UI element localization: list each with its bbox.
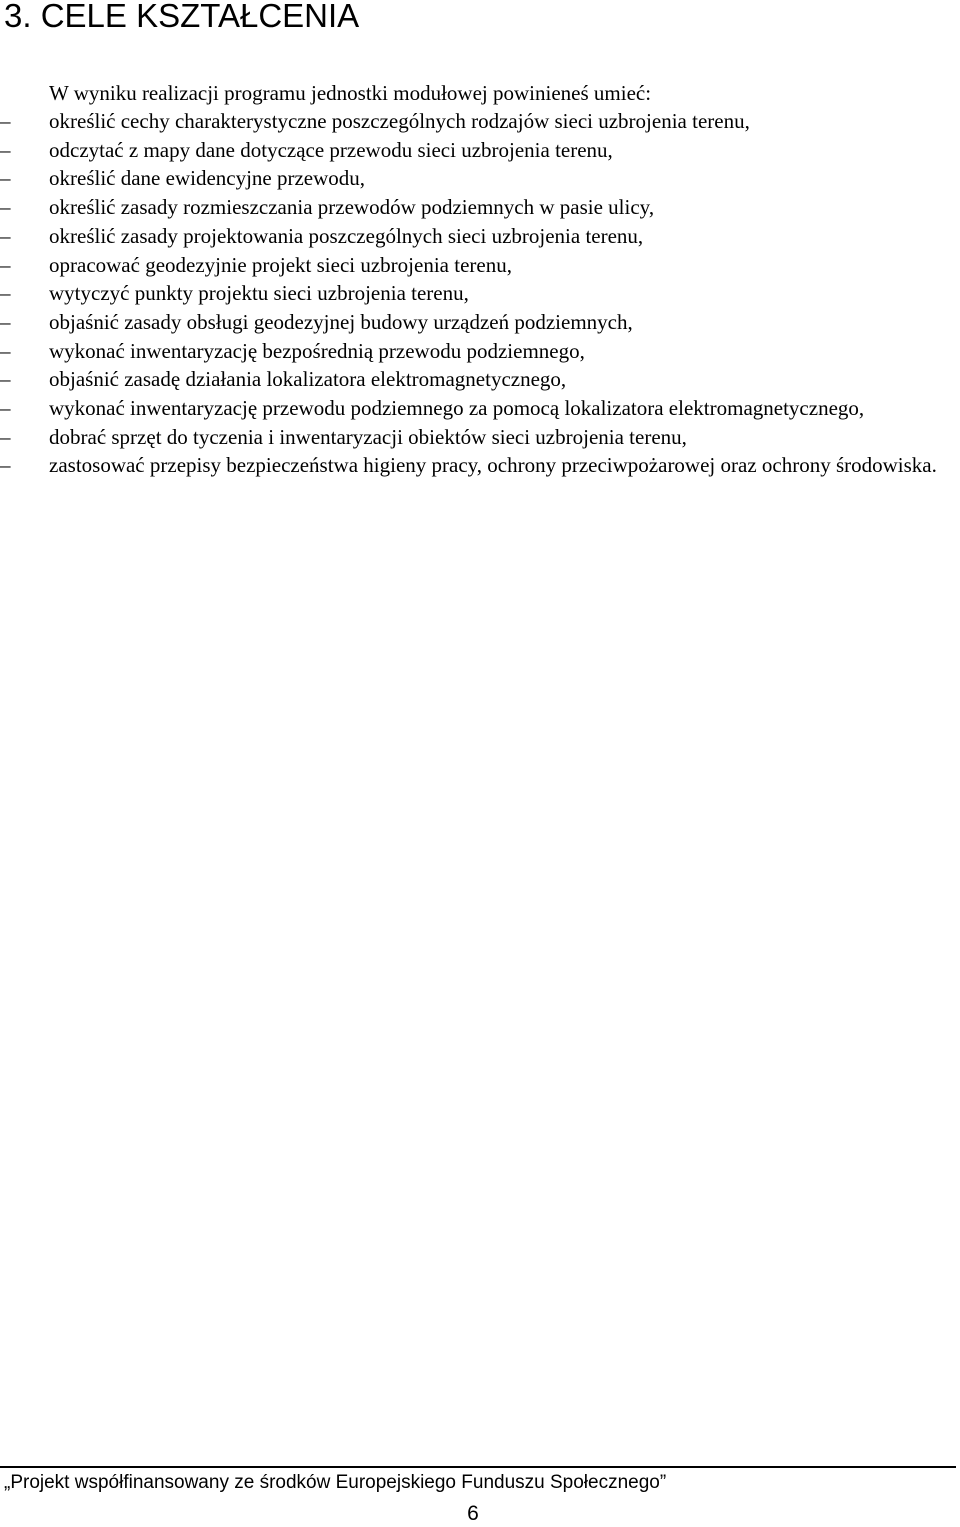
dash-bullet: – (0, 281, 11, 306)
list-item (0, 308, 944, 337)
dash-bullet: – (0, 137, 11, 162)
objective-text: zastosować przepisy bezpieczeństwa higieny pracy, ochrony przeciwpożarowej oraz ochrony środowiska. (49, 453, 937, 478)
objective-text: objaśnić zasadę działania lokalizatora elektromagnetycznego, (49, 367, 567, 392)
dash-bullet: – (0, 109, 11, 133)
list-item (0, 365, 944, 394)
objective-text: odczytać z mapy dane dotyczące przewodu sieci uzbrojenia terenu, (49, 137, 613, 162)
list-item (0, 193, 944, 222)
footer-divider (0, 1466, 956, 1468)
dash-bullet: – (0, 367, 11, 392)
list-item (0, 394, 944, 423)
objective-text: określić zasady rozmieszczania przewodów podziemnych w pasie ulicy, (49, 195, 655, 220)
dash-bullet: – (0, 309, 11, 334)
dash-bullet: – (0, 195, 11, 220)
dash-bullet: – (0, 166, 11, 191)
objective-text: wykonać inwentaryzację bezpośrednią przewodu podziemnego, (49, 338, 585, 363)
list-item (0, 251, 944, 280)
list-item (0, 337, 944, 366)
list-item (0, 164, 944, 193)
footer-note: „Projekt współfinansowany ze środków Europejskiego Funduszu Społecznego” (4, 1472, 667, 1493)
list-item (0, 279, 944, 308)
list-item (0, 107, 944, 136)
objective-text: wykonać inwentaryzację przewodu podziemnego za pomocą lokalizatora elektromagnetycznego, (49, 396, 865, 421)
list-item (0, 222, 944, 251)
list-item (0, 423, 944, 452)
page-number: 6 (467, 1502, 479, 1525)
dash-bullet: – (0, 424, 11, 449)
dash-bullet: – (0, 252, 11, 277)
section-heading: 3. CELE KSZTAŁCENIA (4, 0, 360, 34)
objectives-list (0, 107, 944, 480)
objective-text: określić cechy charakterystyczne poszczególnych rodzajów sieci uzbrojenia terenu, (49, 109, 750, 133)
objective-text: wytyczyć punkty projektu sieci uzbrojenia terenu, (49, 281, 469, 306)
dash-bullet: – (0, 223, 11, 248)
list-item (0, 451, 944, 480)
list-item (0, 136, 944, 165)
objective-text: objaśnić zasady obsługi geodezyjnej budowy urządzeń podziemnych, (49, 309, 633, 334)
objective-text: określić dane ewidencyjne przewodu, (49, 166, 366, 191)
dash-bullet: – (0, 396, 11, 421)
dash-bullet: – (0, 453, 11, 478)
objective-text: określić zasady projektowania poszczególnych sieci uzbrojenia terenu, (49, 223, 644, 248)
objective-text: dobrać sprzęt do tyczenia i inwentaryzacji obiektów sieci uzbrojenia terenu, (49, 424, 687, 449)
objective-text: opracować geodezyjnie projekt sieci uzbrojenia terenu, (49, 252, 512, 277)
intro-text: W wyniku realizacji programu jednostki modułowej powinieneś umieć: (49, 81, 652, 105)
dash-bullet: – (0, 338, 11, 363)
